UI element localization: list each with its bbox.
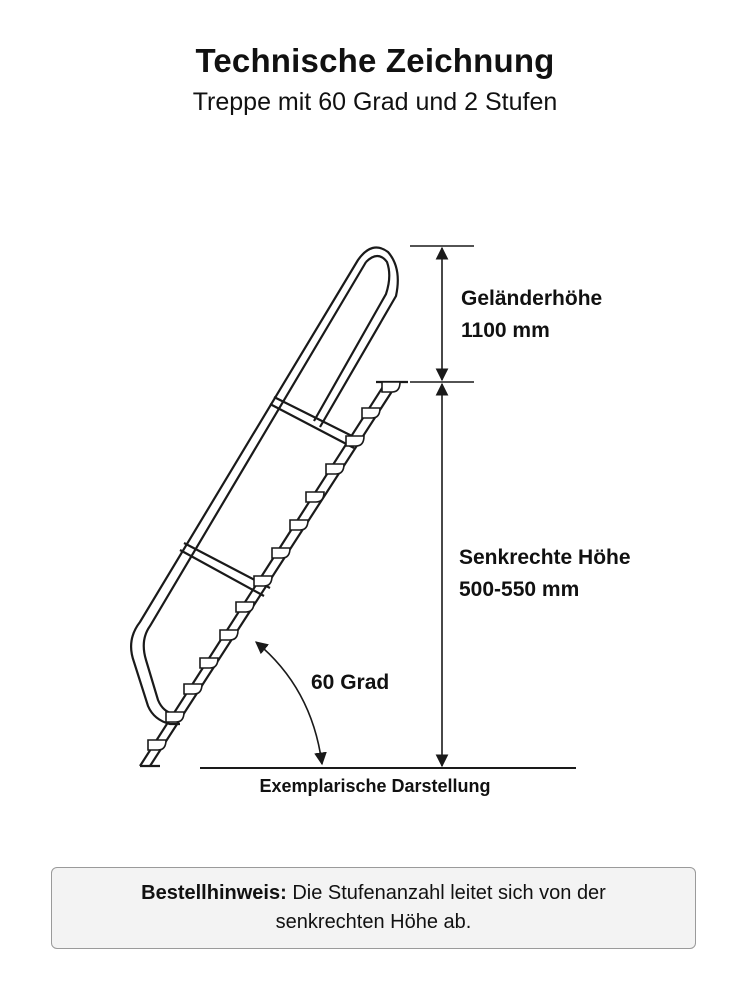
railing-height-label: Geländerhöhe [461,287,603,310]
order-note [51,867,696,949]
vertical-height-value: 500-550 mm [459,578,580,601]
railing-height-value: 1100 mm [461,319,550,342]
vertical-height-label: Senkrechte Höhe [459,546,631,569]
drawing-subtitle: Treppe mit 60 Grad und 2 Stufen [192,88,558,116]
railing-crossbars [180,397,360,596]
angle-label: 60 Grad [311,671,390,694]
handrail [131,248,398,725]
order-note-label: Bestellhinweis: [141,882,287,904]
vertical-height-label-block [459,542,631,606]
order-note-text [114,879,634,937]
order-note-body: Die Stufenanzahl leitet sich von der senkrechten Höhe ab. [275,882,606,933]
railing-height-label-block [461,283,602,347]
angle-arc [256,642,322,764]
drawing-caption: Exemplarische Darstellung [259,776,491,796]
drawing-title: Technische Zeichnung [195,42,555,79]
handrail-inner [144,256,390,714]
